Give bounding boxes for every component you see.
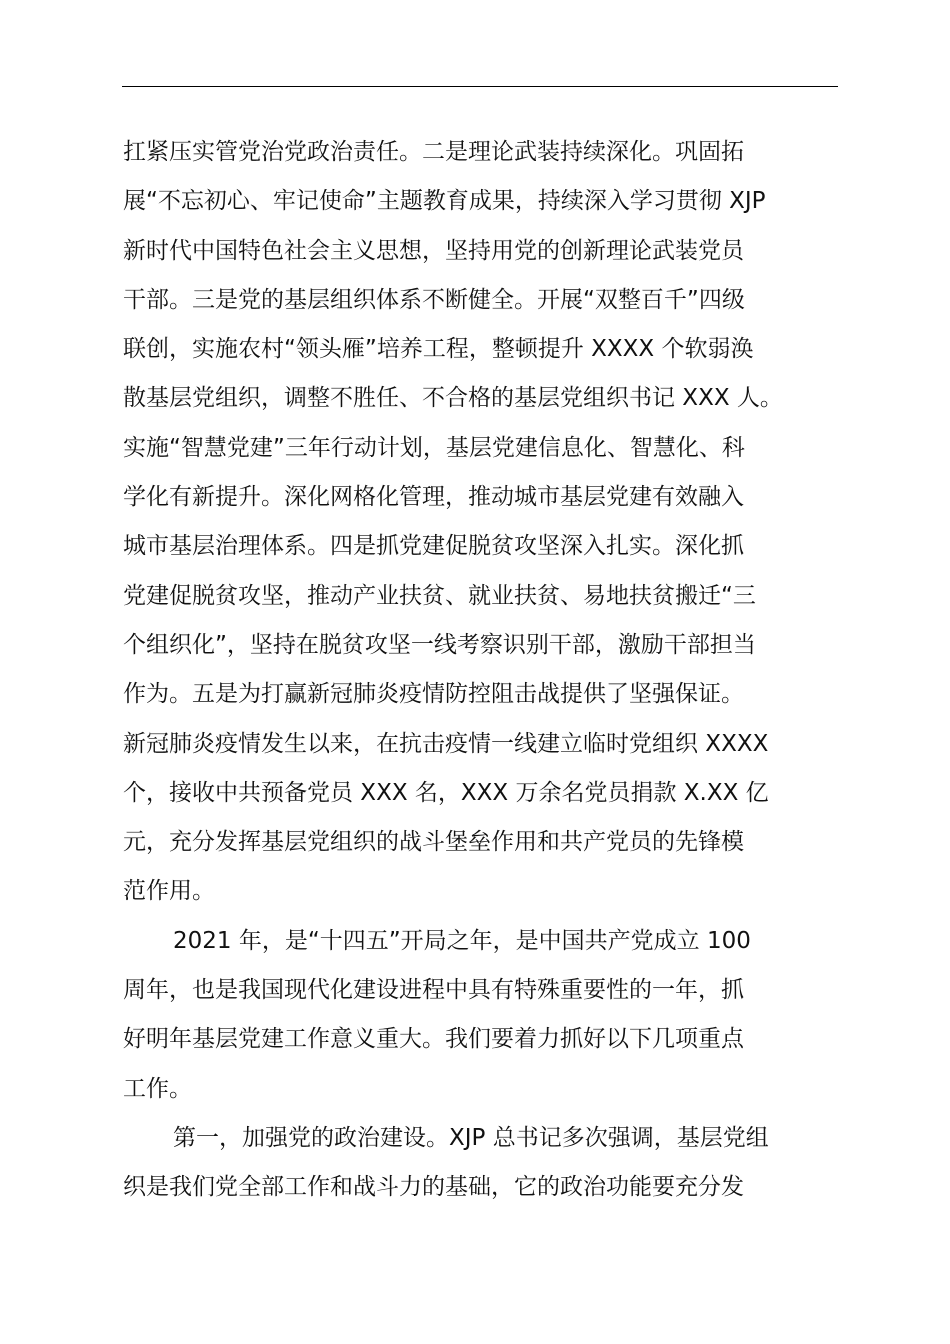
text-line: 范作用。	[123, 878, 215, 905]
text-line: 作为。五是为打赢新冠肺炎疫情防控阻击战提供了坚强保证。	[123, 681, 744, 708]
text-line: 织是我们党全部工作和战斗力的基础，它的政治功能要充分发	[123, 1174, 744, 1201]
text-line: 联创，实施农村“领头雁”培养工程，整顿提升 XXXX 个软弱涣	[123, 336, 754, 363]
body-text	[123, 128, 839, 1213]
text-line: 2021 年，是“十四五”开局之年，是中国共产党成立 100	[173, 927, 751, 954]
text-line: 党建促脱贫攻坚，推动产业扶贫、就业扶贫、易地扶贫搬迁“三	[123, 582, 756, 609]
text-line: 周年，也是我国现代化建设进程中具有特殊重要性的一年，抓	[123, 977, 744, 1004]
text-line: 新冠肺炎疫情发生以来，在抗击疫情一线建立临时党组织 XXXX	[123, 730, 769, 757]
text-line: 实施“智慧党建”三年行动计划，基层党建信息化、智慧化、科	[123, 434, 745, 461]
text-line: 第一，加强党的政治建设。XJP 总书记多次强调，基层党组	[173, 1124, 769, 1151]
text-line: 城市基层治理体系。四是抓党建促脱贫攻坚深入扎实。深化抓	[123, 533, 744, 560]
text-line: 干部。三是党的基层组织体系不断健全。开展“双整百千”四级	[123, 286, 745, 313]
text-line: 扛紧压实管党治党政治责任。二是理论武装持续深化。巩固拓	[123, 139, 744, 165]
text-line: 散基层党组织，调整不胜任、不合格的基层党组织书记 XXX 人。	[123, 385, 783, 412]
text-line: 工作。	[123, 1075, 192, 1102]
text-line: 好明年基层党建工作意义重大。我们要着力抓好以下几项重点	[123, 1026, 744, 1053]
header-rule	[122, 86, 838, 87]
text-line: 展“不忘初心、牢记使命”主题教育成果，持续深入学习贯彻 XJP	[123, 188, 766, 215]
text-line: 元，充分发挥基层党组织的战斗堡垒作用和共产党员的先锋模	[123, 829, 744, 856]
text-line: 学化有新提升。深化网格化管理，推动城市基层党建有效融入	[123, 484, 744, 511]
text-line: 个组织化”，坚持在脱贫攻坚一线考察识别干部，激励干部担当	[123, 631, 756, 658]
text-line: 个，接收中共预备党员 XXX 名，XXX 万余名党员捐款 X.XX 亿	[123, 779, 769, 806]
text-line: 新时代中国特色社会主义思想，坚持用党的创新理论武装党员	[123, 237, 744, 264]
